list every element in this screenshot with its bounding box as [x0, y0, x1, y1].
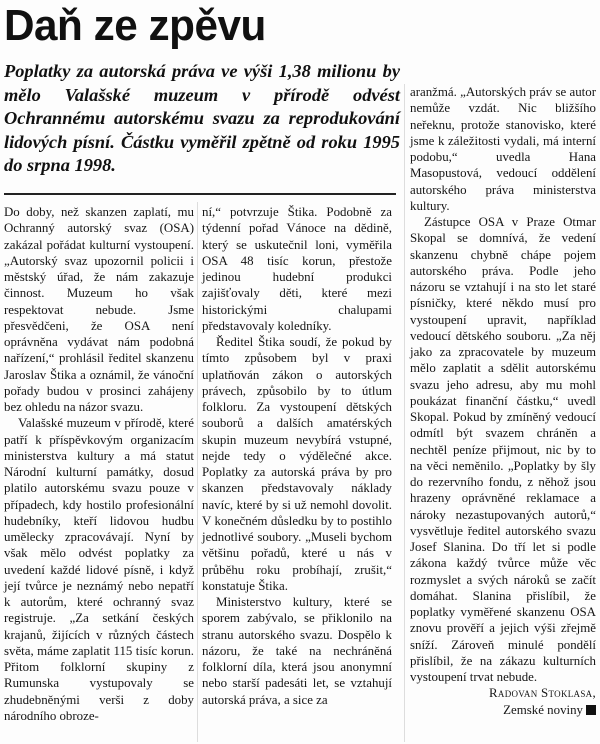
- paragraph: Zástupce OSA v Praze Otmar Skopal se domnívá, že vedení skanzenu chybně chápe pojem autorského práva. Podle jeho názoru se vztahují i na sto let staré písničky, které někdo musí pro vystoupení upravit, například vedoucí dětského souboru. „Za něj jako za zpracovatele by muzeum mělo zaplatit a sdělit autorskému svazu jeho adresu, aby mu mohl poukázat finanční částku,“ uvedl Skopal. Pokud by zmíněný vedoucí odmítl být svazem chráněn a nechtěl peníze přijmout, nic by to na věci neměnilo. „Poplatky by šly do rezervního fondu, z něhož jsou hrazeny oprávněné reklamace a nároky nezastupovaných autorů,“ vysvětluje ředitel autorského svazu Josef Slanina. Do tří let si podle zákona každý tvůrce může věc rozmyslet a svých nároků se začít domáhat. Slanina přislíbil, že poplatky vyměřené skanzenu OSA znovu prověří a jejich výši zřejmě sníží. Zároveň minulé pondělí přislíbil, že na zákazu kulturních vystoupení trvat nebude.: [410, 215, 596, 684]
- column-gutter: [404, 84, 405, 742]
- lead-divider: [4, 193, 396, 195]
- article-lead: Poplatky za autorská práva ve výši 1,38 milionu by mělo Valašské muzeum v přírodě odvést Ochrannému autorskému svazu za reprodukování lidových písní. Částku vyměřil zpětně od roku 1995 do srpna 1998.: [4, 61, 400, 176]
- paragraph: Ministerstvo kultury, které se sporem zabývalo, se přiklonilo na stranu autorského svazu. Dospělo k názoru, že také na nechráněná folklorní díla, která jsou anonymní nebo starší padesáti let, se vztahují autorská práva, a sice za: [202, 595, 392, 707]
- end-mark: [586, 705, 596, 715]
- article-column-2: [202, 204, 392, 708]
- source-line: [410, 702, 596, 718]
- article-column-3: [410, 84, 596, 718]
- source-name: Zemské noviny: [503, 702, 583, 717]
- paragraph: Do doby, než skanzen zaplatí, mu Ochranný autorský svaz (OSA) zakázal pořádat kulturní vystoupení. „Autorský svaz upozornil policii i městský úřad, že nám zakazuje činnost. Muzeum ho však respektovat nebude. Jsme přesvědčeni, že OSA není oprávněna vydávat nám podobná nařízení,“ prohlásil ředitel skanzenu Jaroslav Štika a oznámil, že vánoční pořady budou v prosinci zahájeny bez ohledu na názor svazu.: [4, 205, 194, 414]
- paragraph: aranžmá. „Autorských práv se autor nemůže vzdát. Nic bližšího neřeknu, protože stanovisko, které jsme k záležitosti vydali, má interní podobu,“ uvedla Hana Masopustová, vedoucí oddělení autorského práva ministerstva kultury.: [410, 85, 596, 213]
- byline: [410, 685, 596, 718]
- paragraph: Valašské muzeum v přírodě, které patří k příspěvkovým organizacím ministerstva kultury a má statut Národní kulturní památky, dosud platilo autorskému svazu pouze v případech, kdy hostilo profesionální hudebníky, kteří lidovou hudbu umělecky zpracovávají. Nyní by však mělo odvést poplatky za uvedení každé lidové písně, i když její tvůrce je neznámý nebo nepatří k autorům, které ochranný svaz registruje. „Za setkání českých krajanů, žijících v různých částech světa, máme zaplatit 115 tisíc korun. Přitom folklorní skupiny z Rumunska vystupovaly se zhudebněnými verši z doby národního obroze-: [4, 416, 194, 723]
- article-headline: Daň ze zpěvu: [4, 1, 266, 50]
- column-gutter: [197, 202, 198, 742]
- article-column-1: [4, 204, 194, 724]
- paragraph: Ředitel Štika soudí, že pokud by tímto způsobem byl v praxi uplatňován zákon o autorských právech, způsobilo by to útlum folkloru. Za vystoupení dětských souborů a dalších amatérských skupin muzeum nevybírá vstupné, nejde tedy o výdělečné akce. Poplatky za autorská práva by pro skanzen představovaly náklady navíc, které by si už nemohl dovolit. V konečném důsledku by to postihlo jednotlivé soubory. „Museli bychom většinu pořadů, které u nás v průběhu roku probíhají, zrušit,“ konstatuje Štika.: [202, 335, 392, 593]
- author-name: Radovan Stoklasa,: [489, 686, 596, 701]
- paragraph: ní,“ potvrzuje Štika. Podobně za týdenní pořad Vánoce na dědině, který se uskutečnil loni, vyměřila OSA 48 tisíc korun, přestože jedinou hudební produkci zajišťovaly děti, které mezi historickými chalupami představovaly koledníky.: [202, 205, 392, 333]
